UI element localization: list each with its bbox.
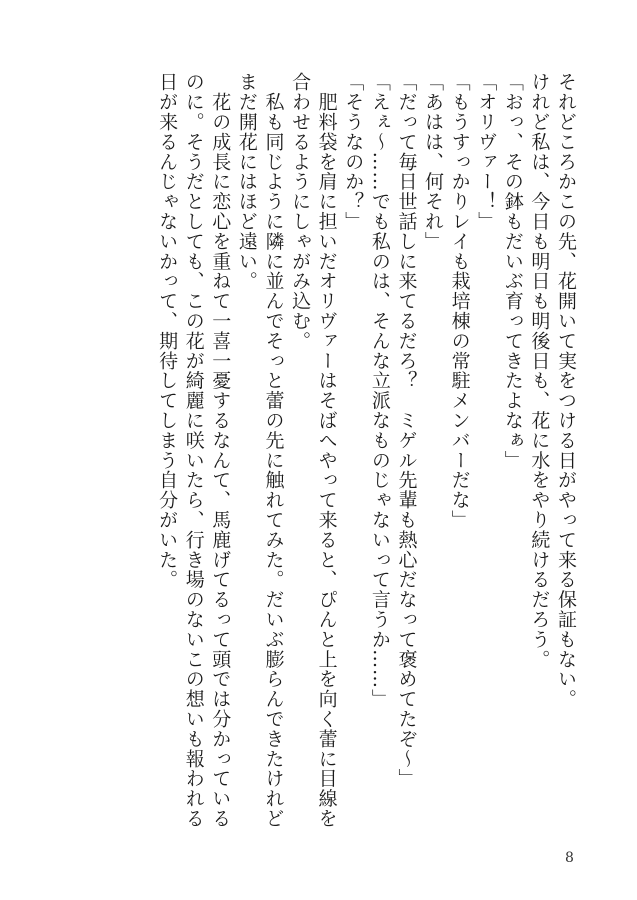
body-text [154, 72, 580, 832]
text-line: まだ開花にはほど遠い。 [235, 72, 258, 291]
text-line: 私も同じように隣に並んでそっと蕾の先に触れてみた。だいぶ膨らんできたけれど [262, 72, 285, 829]
text-line: 「おっ、その鉢もだいぶ育ってきたよなぁ」 [501, 72, 524, 470]
text-line: 「そうなのか？」 [342, 72, 365, 232]
text-line: それどころかこの先、花開いて実をつける日がやって来る保証もない。 [555, 72, 577, 709]
text-line: 「もうすっかりレイも栽培棟の常駐メンバーだな」 [448, 72, 471, 530]
page-number: 8 [565, 850, 574, 866]
text-line: 合わせるようにしゃがみ込む。 [289, 72, 312, 351]
text-line: 「オリヴァー！」 [475, 72, 498, 232]
text-line: のに。そうだとしても、この花が綺麗に咲いたら、行き場のないこの想いも報われる [182, 72, 205, 829]
text-line: 「だって毎日世話しに来てるだろ？ ミゲル先輩も熱心だなって褒めてたぞ～」 [395, 72, 418, 789]
text-line: 日が来るんじゃないかって、期待してしまう自分がいた。 [156, 72, 179, 590]
text-line: けれど私は、今日も明日も明後日も、花に水をやり続けるだろう。 [528, 72, 551, 669]
text-line: 肥料袋を肩に担いだオリヴァーはそばへやって来ると、ぴんと上を向く蕾に目線を [315, 72, 338, 829]
text-line: 「えぇ～……でも私のは、そんな立派なものじゃないって言うか……」 [368, 72, 391, 709]
text-line: 花の成長に恋心を重ねて一喜一憂するなんて、馬鹿げてるって頭では分かっている [209, 72, 232, 829]
text-line: 「あはは、何それ」 [422, 72, 445, 252]
